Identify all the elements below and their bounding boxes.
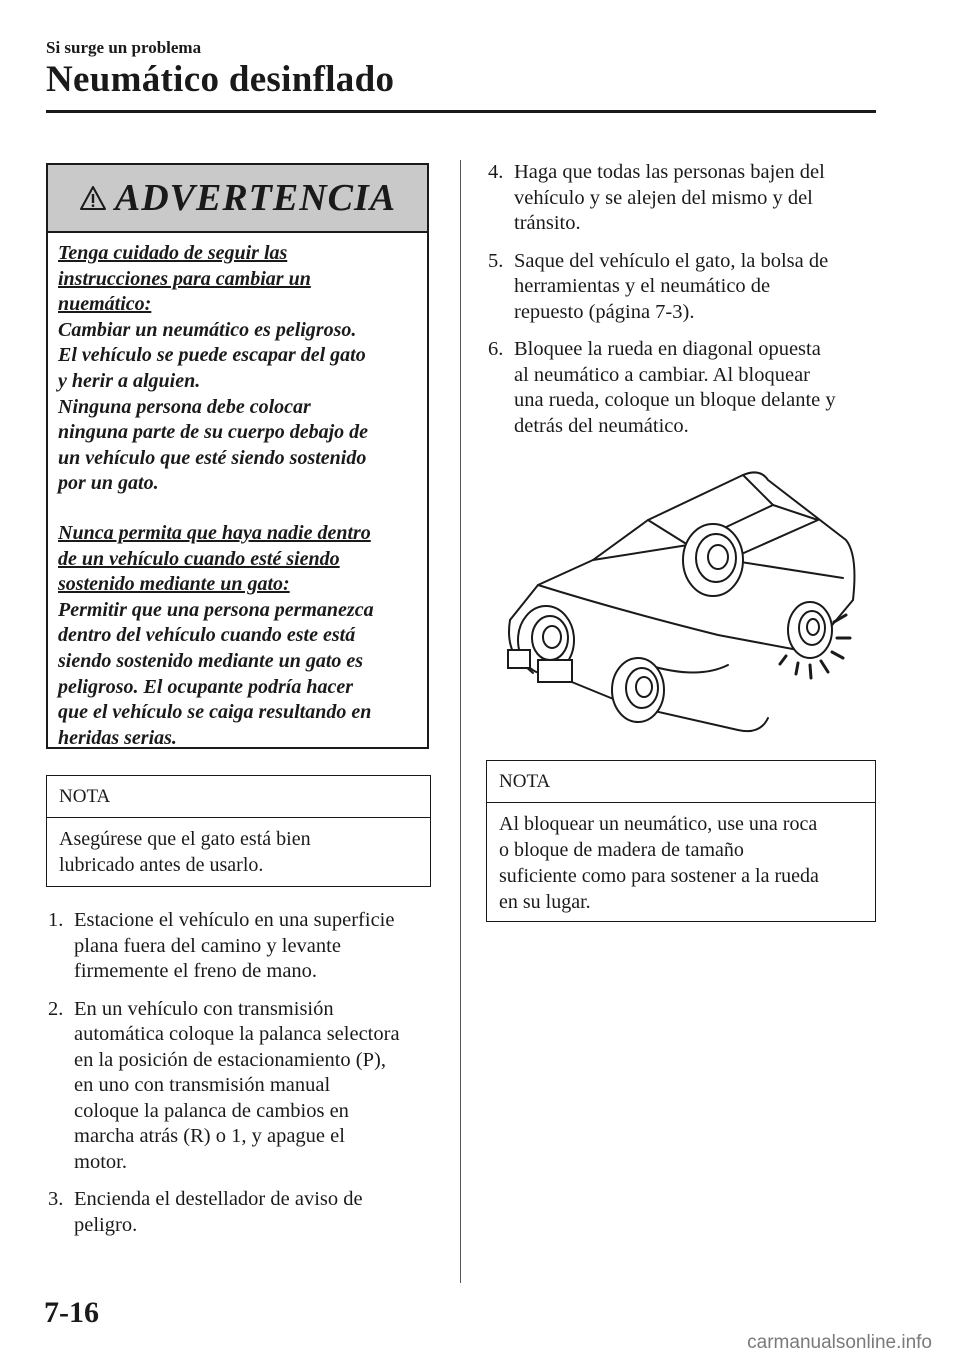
step-line: una rueda, coloque un bloque delante y bbox=[514, 389, 836, 411]
warning-text-line: Ninguna persona debe colocar bbox=[58, 395, 311, 418]
warning-heading-line: de un vehículo cuando esté siendo bbox=[58, 547, 340, 570]
step-line: En un vehículo con transmisión bbox=[74, 997, 334, 1020]
column-divider bbox=[460, 160, 461, 1283]
warning-text-line: que el vehículo se caiga resultando en bbox=[58, 701, 372, 724]
note-title: NOTA bbox=[47, 776, 430, 818]
warning-text-line: por un gato. bbox=[58, 472, 159, 495]
step-item bbox=[48, 908, 448, 985]
step-line: en la posición de estacionamiento (P), bbox=[74, 1048, 386, 1071]
note-line: en su lugar. bbox=[499, 891, 591, 913]
warning-heading-line: Nunca permita que haya nadie dentro bbox=[58, 521, 371, 544]
step-line: repuesto (página 7-3). bbox=[514, 300, 695, 323]
step-line: herramientas y el neumático de bbox=[514, 275, 771, 297]
warning-heading-line: sostenido mediante un gato: bbox=[58, 573, 290, 596]
warning-text-line: un vehículo que esté siendo sostenido bbox=[58, 446, 367, 469]
watermark: carmanualsonline.info bbox=[747, 1332, 932, 1353]
step-line: marcha atrás (R) o 1, y apague el bbox=[74, 1125, 345, 1147]
note-title: NOTA bbox=[487, 761, 875, 803]
warning-header bbox=[48, 165, 427, 233]
warning-title: ADVERTENCIA bbox=[114, 177, 397, 219]
step-item bbox=[48, 1187, 448, 1238]
steps-list-right bbox=[488, 160, 888, 451]
step-item bbox=[488, 249, 888, 326]
note-box bbox=[486, 760, 876, 922]
note-line: Al bloquear un neumático, use una roca bbox=[499, 813, 818, 835]
step-line: al neumático a cambiar. Al bloquear bbox=[514, 363, 810, 386]
warning-heading-line: Tenga cuidado de seguir las bbox=[58, 242, 288, 264]
step-line: motor. bbox=[74, 1150, 127, 1173]
step-line: Estacione el vehículo en una superficie bbox=[74, 909, 395, 931]
rear-left-wheel bbox=[683, 524, 743, 596]
step-line: firmemente el freno de mano. bbox=[74, 960, 318, 982]
note-line: suficiente como para sostener a la rueda bbox=[499, 865, 819, 887]
step-number: 6. bbox=[488, 338, 504, 360]
note-line: o bloque de madera de tamaño bbox=[499, 839, 744, 861]
warning-text-line: El vehículo se puede escapar del gato bbox=[58, 344, 366, 367]
warning-text-line: siendo sostenido mediante un gato es bbox=[58, 649, 364, 672]
warning-text-line: Permitir que una persona permanezca bbox=[58, 598, 374, 621]
warning-text-line: peligroso. El ocupante podría hacer bbox=[58, 675, 354, 698]
step-item bbox=[488, 160, 888, 237]
front-left-wheel bbox=[508, 606, 574, 682]
step-number: 4. bbox=[488, 161, 504, 183]
warning-text-line: ninguna parte de su cuerpo debajo de bbox=[58, 421, 369, 444]
step-number: 2. bbox=[48, 997, 64, 1020]
step-item bbox=[488, 337, 888, 439]
step-line: Encienda el destellador de aviso de bbox=[74, 1188, 363, 1210]
warning-text-line: heridas serias. bbox=[58, 726, 177, 749]
page-number: 7-16 bbox=[44, 1296, 99, 1329]
warning-text-line: y herir a alguien. bbox=[58, 369, 201, 392]
step-line: tránsito. bbox=[514, 212, 581, 234]
step-item bbox=[48, 997, 448, 1176]
step-number: 1. bbox=[48, 909, 64, 931]
step-line: Bloquee la rueda en diagonal opuesta bbox=[514, 338, 821, 360]
step-line: coloque la palanca de cambios en bbox=[74, 1099, 349, 1122]
warning-triangle-icon bbox=[79, 185, 107, 211]
step-line: en uno con transmisión manual bbox=[74, 1074, 331, 1096]
step-line: Haga que todas las personas bajen del bbox=[514, 161, 825, 183]
step-number: 3. bbox=[48, 1188, 64, 1210]
warning-heading-line: nuemático: bbox=[58, 293, 152, 316]
steps-list-left bbox=[48, 908, 448, 1250]
step-line: detrás del neumático. bbox=[514, 414, 689, 437]
warning-heading-line: instrucciones para cambiar un bbox=[58, 267, 311, 290]
step-line: plana fuera del camino y levante bbox=[74, 934, 341, 957]
note-body bbox=[47, 818, 430, 878]
step-line: Saque del vehículo el gato, la bolsa de bbox=[514, 249, 829, 272]
page-title: Neumático desinflado bbox=[46, 59, 395, 100]
warning-text-line: dentro del vehículo cuando este está bbox=[58, 624, 356, 647]
note-box bbox=[46, 775, 431, 887]
warning-text-line: Cambiar un neumático es peligroso. bbox=[58, 318, 357, 341]
step-line: peligro. bbox=[74, 1213, 138, 1236]
section-label: Si surge un problema bbox=[46, 38, 202, 57]
warning-box bbox=[46, 163, 429, 749]
step-number: 5. bbox=[488, 249, 504, 272]
blocked-wheel bbox=[788, 602, 832, 658]
step-line: vehículo y se alejen del mismo y del bbox=[514, 186, 813, 209]
note-body bbox=[487, 803, 875, 915]
note-line: lubricado antes de usarlo. bbox=[59, 854, 264, 876]
car-wheel-block-illustration bbox=[498, 460, 868, 735]
note-line: Asegúrese que el gato está bien bbox=[59, 828, 311, 850]
warning-body bbox=[48, 233, 427, 751]
front-right-wheel bbox=[612, 658, 664, 722]
step-line: automática coloque la palanca selectora bbox=[74, 1023, 400, 1045]
title-divider bbox=[46, 110, 876, 113]
